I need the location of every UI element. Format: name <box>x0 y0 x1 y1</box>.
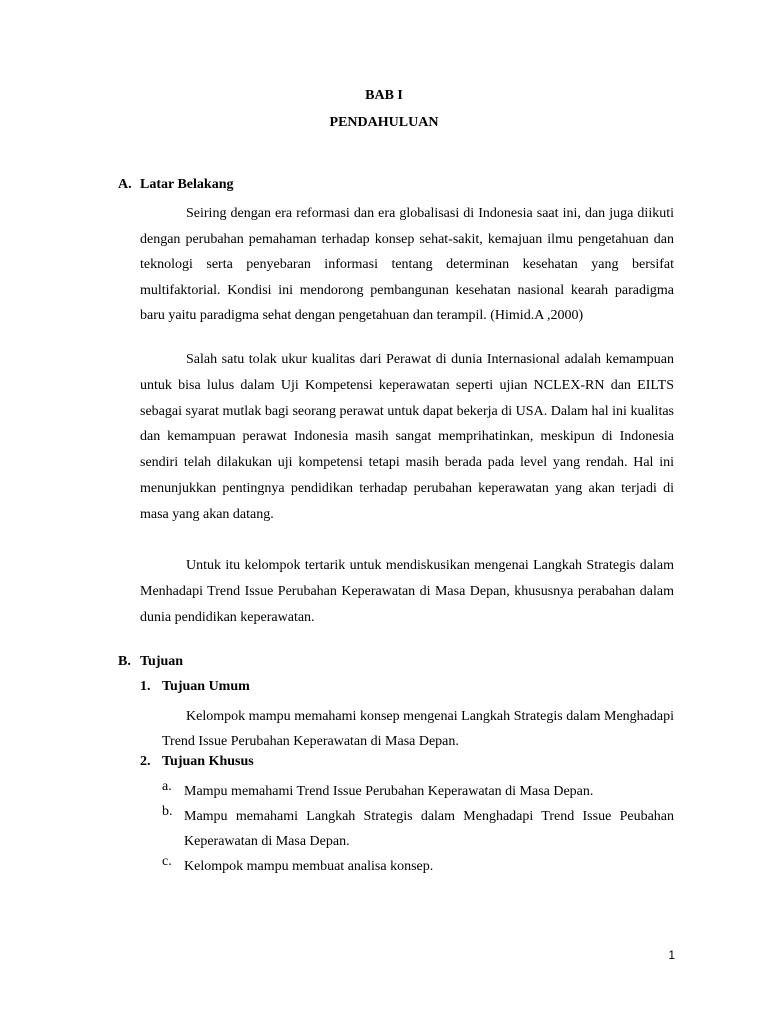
list-item-marker: a. <box>162 779 172 794</box>
list-item: Kelompok mampu membuat analisa konsep. <box>184 859 434 874</box>
paragraph-latar-belakang-3: Untuk itu kelompok tertarik untuk mendiskusikan mengenai Langkah Strategis dalam Menhadapi Trend Issue Perubahan Keperawatan di Masa Depan, khususnya perabahan dalam dunia pendidikan keperawatan. <box>140 558 674 625</box>
section-a-marker: A. <box>118 177 132 192</box>
paragraph-latar-belakang-2: Salah satu tolak ukur kualitas dari Perawat di dunia Internasional adalah kemampuan untuk bisa lulus dalam Uji Kompetensi keperawatan seperti ujian NCLEX-RN dan EILTS sebagai syarat mutlak bagi seorang perawat untuk dapat bekerja di USA. Dalam hal ini kualitas dan kemampuan perawat Indonesia masih sangat memprihatinkan, meskipun di Indonesia sendiri telah dilakukan uji kompetensi tetapi masih berada pada level yang rendah. Hal ini menunjukkan pentingnya pendidikan terhadap perubahan keperawatan yang akan terjadi di masa yang akan datang. <box>140 352 674 522</box>
page-number: 1 <box>668 948 675 962</box>
paragraph-latar-belakang-1: Seiring dengan era reformasi dan era globalisasi di Indonesia saat ini, dan juga diikuti dengan perubahan pemahaman terhadap konsep sehat-sakit, kemajuan ilmu pengetahuan dan teknologi serta penyebaran informasi tentang determinan kesehatan yang bersifat multifaktorial. Kondisi ini mendorong pembangunan kesehatan nasional kearah paradigma baru yaitu paradigma sehat dengan pengetahuan dan terampil. (Himid.A ,2000) <box>140 206 674 323</box>
chapter-label: BAB I <box>365 88 403 103</box>
tujuan-umum-title: Tujuan Umum <box>162 679 250 694</box>
list-item-marker: c. <box>162 854 172 869</box>
tujuan-umum-marker: 1. <box>140 679 151 694</box>
list-item: Mampu memahami Langkah Strategis dalam Menghadapi Trend Issue Peubahan Keperawatan di Masa Depan. <box>184 809 674 849</box>
tujuan-khusus-marker: 2. <box>140 754 151 769</box>
list-item-marker: b. <box>162 804 173 819</box>
chapter-title: PENDAHULUAN <box>329 115 439 130</box>
section-b-marker: B. <box>118 654 131 669</box>
tujuan-khusus-title: Tujuan Khusus <box>162 754 254 769</box>
section-a-title: Latar Belakang <box>140 177 234 192</box>
list-item: Mampu memahami Trend Issue Perubahan Keperawatan di Masa Depan. <box>184 784 594 799</box>
tujuan-umum-text: Kelompok mampu memahami konsep mengenai Langkah Strategis dalam Menghadapi Trend Issue Perubahan Keperawatan di Masa Depan. <box>162 709 674 749</box>
section-b-title: Tujuan <box>140 654 184 669</box>
